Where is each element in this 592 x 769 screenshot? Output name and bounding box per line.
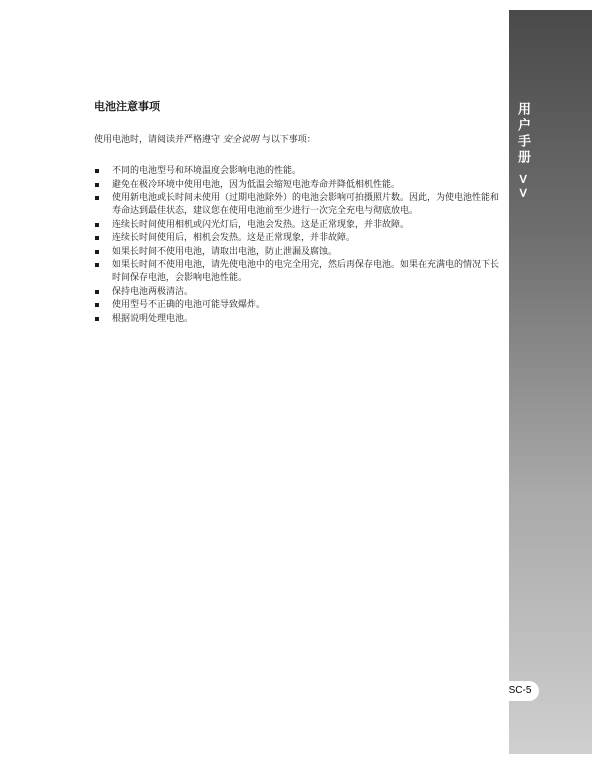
- list-item-text: 使用新电池或长时间未使用（过期电池除外）的电池会影响可拍摄照片数。因此，为使电池性能和寿命达到最佳状态，建议您在使用电池前至少进行一次完全充电与彻底放电。: [112, 193, 500, 216]
- bullet-icon: [95, 223, 99, 227]
- list-item: [94, 286, 504, 299]
- bullet-icon: [95, 290, 99, 294]
- intro-text: [94, 134, 504, 146]
- list-item: [94, 299, 504, 312]
- list-item-text: 如果长时间不使用电池，请取出电池，防止泄漏及腐蚀。: [112, 246, 338, 257]
- manual-title: 用户手册 >>: [515, 102, 530, 202]
- bullet-icon: [95, 263, 99, 267]
- page-number: SC-5: [501, 681, 539, 701]
- main-content: [94, 100, 504, 326]
- list-item-text: 连续长时间使用后，相机会发热。这是正常现象，并非故障。: [112, 233, 356, 243]
- bullet-icon: [95, 169, 99, 173]
- bullet-icon: [95, 183, 99, 187]
- bullet-icon: [95, 317, 99, 321]
- list-item: [94, 246, 504, 259]
- list-item-text: 保持电池两极清洁。: [112, 286, 194, 297]
- list-item-text: 如果长时间不使用电池，请先使电池中的电完全用完，然后再保存电池。如果在充满电的情况下长时间保存电池，会影响电池性能。: [112, 260, 500, 283]
- safety-instructions-reference: 安全说明: [222, 135, 259, 145]
- list-item: [94, 232, 504, 245]
- bullet-icon: [95, 236, 99, 240]
- list-item-text: 避免在极冷环境中使用电池，因为低温会缩短电池寿命并降低相机性能。: [112, 179, 401, 190]
- list-item: [94, 179, 504, 192]
- precautions-list: [94, 165, 504, 326]
- list-item: [94, 165, 504, 178]
- list-item: [94, 259, 504, 285]
- list-item-text: 连续长时间使用相机或闪光灯后，电池会发热。这是正常现象，并非故障。: [112, 219, 410, 230]
- list-item-text: 根据说明处理电池。: [112, 313, 194, 324]
- list-item-text: 使用型号不正确的电池可能导致爆炸。: [112, 300, 266, 310]
- intro-before: 使用电池时，请阅读并严格遵守: [94, 135, 223, 145]
- bullet-icon: [95, 196, 99, 200]
- list-item: [94, 313, 504, 326]
- list-item-text: 不同的电池型号和环境温度会影响电池的性能。: [112, 166, 302, 176]
- bullet-icon: [95, 303, 99, 307]
- list-item: [94, 192, 504, 218]
- intro-after: 与以下事项：: [258, 135, 316, 145]
- bullet-icon: [95, 250, 99, 254]
- section-heading: 电池注意事项: [94, 100, 160, 113]
- list-item: [94, 219, 504, 232]
